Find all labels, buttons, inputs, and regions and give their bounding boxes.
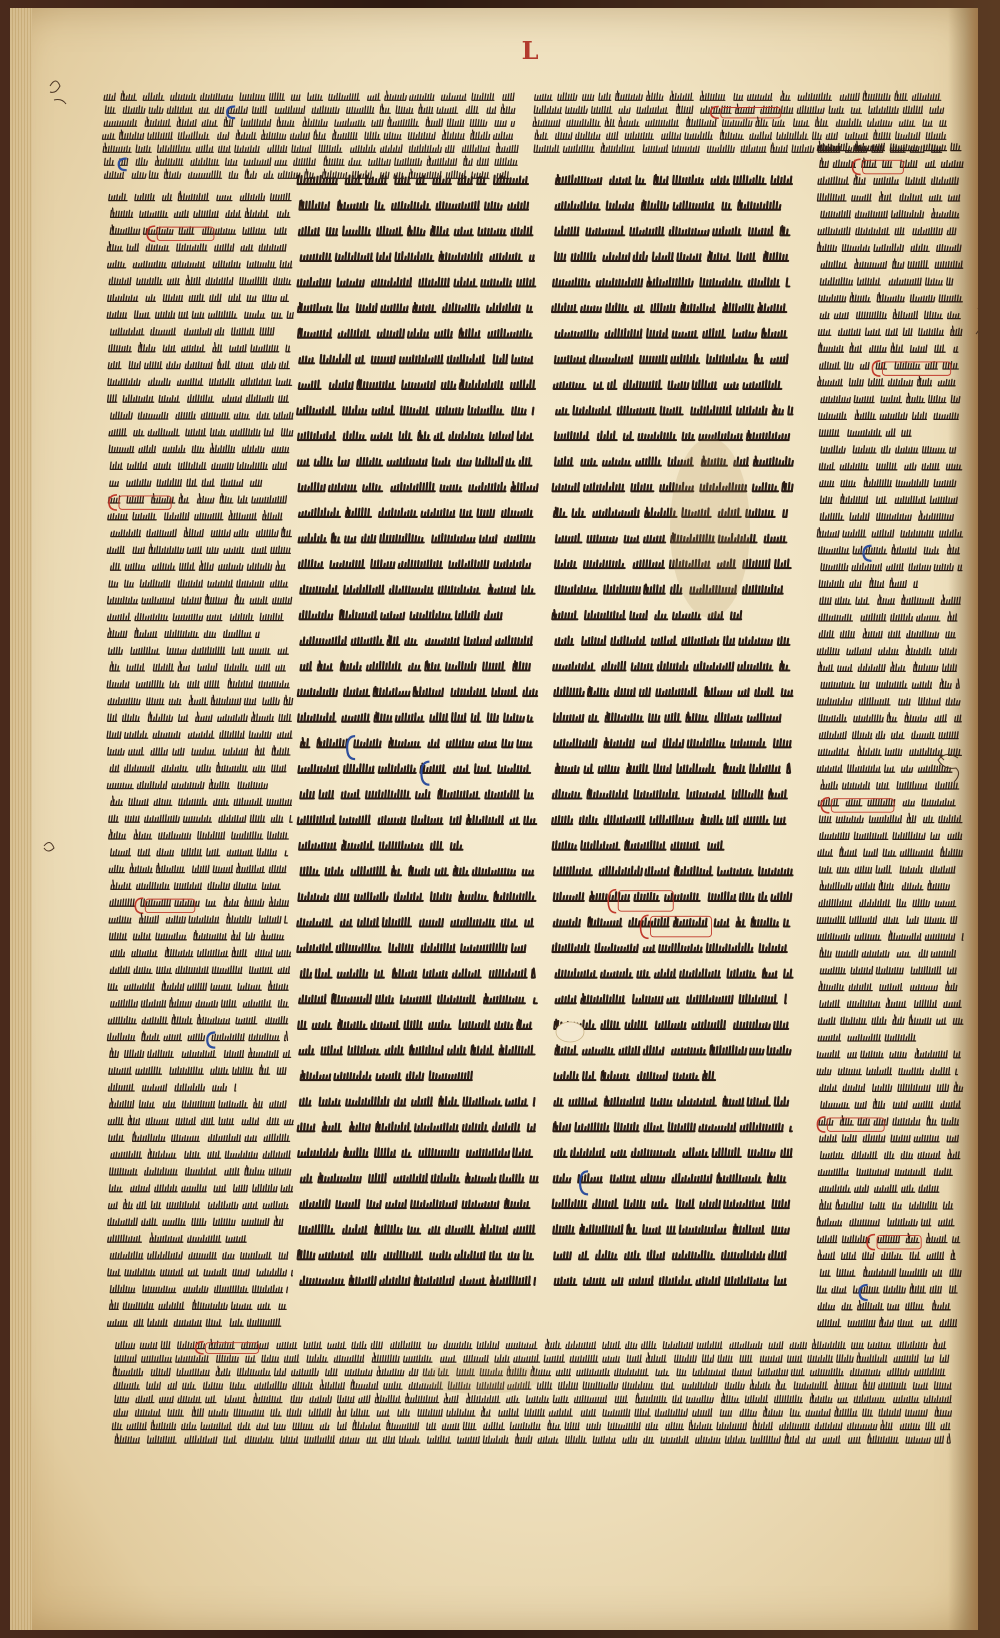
script-line: [554, 1251, 786, 1260]
script-line: [818, 931, 964, 940]
script-line: [817, 141, 961, 150]
script-line: [553, 277, 789, 286]
script-line: [821, 494, 958, 503]
script-line: [300, 610, 502, 619]
script-line: [109, 1184, 292, 1191]
script-line: [555, 1045, 790, 1054]
script-line: [552, 815, 785, 824]
script-line: [820, 511, 953, 520]
script-line: [111, 561, 286, 570]
script-line: [108, 695, 293, 704]
script-line: [108, 1115, 293, 1124]
script-line: [820, 1134, 959, 1141]
script-line: [818, 746, 961, 755]
script-line: [552, 610, 741, 619]
script-line: [819, 899, 956, 906]
script-line: [817, 645, 956, 654]
script-line: [298, 278, 536, 287]
script-line: [819, 293, 963, 302]
script-line: [110, 1048, 291, 1057]
script-line: [818, 1250, 955, 1259]
script-line: [298, 431, 533, 440]
script-line: [555, 226, 789, 235]
script-line: [556, 405, 793, 414]
script-line: [817, 1284, 957, 1293]
script-line: [552, 303, 786, 312]
script-line: [110, 966, 289, 973]
script-line: [108, 395, 289, 402]
script-line: [821, 679, 959, 688]
gloss-bottom-text: [110, 1338, 955, 1448]
main-text-a: [295, 166, 540, 1316]
script-line: [110, 1166, 291, 1175]
script-line: [107, 679, 289, 688]
script-line: [298, 892, 535, 901]
script-line: [820, 158, 963, 167]
script-line: [820, 998, 961, 1007]
script-line: [820, 948, 956, 957]
script-line: [819, 731, 958, 738]
script-line: [555, 636, 789, 645]
script-line: [821, 1099, 961, 1108]
script-line: [110, 479, 262, 486]
script-line: [821, 446, 956, 453]
script-line: [301, 866, 534, 875]
script-line: [111, 328, 274, 335]
script-line: [817, 916, 957, 923]
script-line: [820, 1185, 939, 1192]
script-line: [818, 1015, 963, 1024]
script-line: [818, 326, 961, 335]
script-line: [107, 731, 292, 738]
script-line: [108, 613, 284, 620]
script-line: [818, 377, 956, 386]
script-line: [299, 226, 533, 235]
script-line: [819, 463, 961, 470]
script-line: [553, 1122, 792, 1131]
script-line: [818, 1034, 915, 1041]
script-line: [820, 309, 960, 318]
script-line: [820, 1267, 961, 1276]
script-line: [114, 1380, 951, 1389]
script-line: [819, 612, 957, 621]
script-line: [108, 595, 292, 604]
script-line: [109, 815, 292, 822]
script-line: [818, 1168, 952, 1175]
script-line: [554, 892, 792, 901]
script-line: [116, 1339, 946, 1348]
script-line: [108, 378, 292, 385]
script-line: [819, 429, 911, 436]
script-line: [817, 1317, 956, 1326]
script-line: [554, 687, 792, 696]
script-line: [299, 380, 535, 389]
script-line: [554, 508, 787, 517]
script-line: [108, 1233, 246, 1242]
script-line: [107, 544, 290, 553]
script-line: [555, 354, 788, 363]
script-line: [298, 175, 528, 184]
script-line: [111, 848, 288, 855]
script-line: [554, 1173, 786, 1182]
script-line: [556, 585, 783, 594]
script-line: [111, 998, 289, 1007]
script-line: [819, 813, 962, 822]
script-line: [556, 764, 791, 773]
script-line: [818, 1301, 950, 1310]
script-line: [821, 780, 959, 789]
script-line: [818, 662, 956, 671]
script-line: [109, 443, 289, 452]
script-line: [819, 713, 962, 722]
script-line: [300, 201, 529, 210]
script-line: [108, 1319, 281, 1326]
script-line: [818, 1233, 960, 1242]
script-line: [554, 380, 782, 389]
script-line: [300, 636, 532, 645]
script-line: [104, 117, 514, 126]
script-line: [109, 1199, 289, 1208]
script-line: [820, 1082, 963, 1091]
script-line: [817, 765, 952, 772]
script-line: [115, 1353, 949, 1362]
script-line: [301, 969, 535, 978]
script-line: [298, 764, 530, 773]
script-line: [555, 559, 791, 568]
script-line: [109, 343, 290, 352]
script-line: [298, 815, 537, 824]
script-line: [554, 738, 791, 747]
script-line: [300, 1199, 529, 1208]
script-line: [820, 881, 949, 890]
script-line: [553, 1199, 790, 1208]
script-line: [554, 917, 790, 926]
script-line: [553, 841, 724, 850]
margin-note-top-left: [50, 81, 66, 104]
script-line: [556, 533, 787, 542]
script-line: [298, 1122, 535, 1131]
script-line: [107, 311, 293, 318]
script-line: [300, 1276, 535, 1285]
script-line: [105, 104, 515, 113]
script-line: [817, 1067, 957, 1074]
script-line: [817, 242, 961, 251]
script-line: [555, 252, 788, 261]
script-line: [819, 981, 957, 990]
script-line: [110, 931, 284, 940]
script-line: [102, 130, 512, 139]
script-line: [109, 1065, 286, 1074]
script-line: [115, 1393, 951, 1402]
script-line: [556, 175, 792, 184]
script-line: [110, 662, 285, 671]
script-line: [111, 412, 293, 419]
script-line: [108, 628, 259, 637]
script-line: [299, 841, 462, 850]
script-line: [108, 1268, 293, 1275]
script-line: [818, 799, 955, 806]
script-line: [298, 687, 537, 696]
script-line: [554, 866, 793, 875]
script-line: [533, 117, 946, 126]
script-line: [553, 943, 787, 952]
script-line: [297, 944, 525, 953]
manuscript-page: [10, 8, 978, 1630]
script-line: [301, 1071, 472, 1080]
script-line: [110, 1285, 287, 1292]
script-line: [555, 457, 793, 466]
script-line: [300, 585, 534, 594]
script-line: [109, 275, 291, 284]
main-text-column-b: [550, 166, 795, 1316]
script-line: [301, 1173, 538, 1182]
script-line: [817, 1217, 954, 1226]
script-line: [299, 533, 535, 542]
script-line: [298, 457, 532, 466]
script-line: [299, 1045, 534, 1054]
script-line: [818, 227, 956, 234]
script-line: [110, 1252, 287, 1259]
script-line: [108, 359, 289, 368]
script-line: [109, 191, 291, 200]
script-line: [297, 918, 533, 927]
script-line: [299, 1225, 534, 1234]
script-line: [298, 1148, 532, 1157]
script-line: [109, 863, 286, 872]
script-line: [821, 563, 962, 570]
script-line: [109, 914, 287, 923]
script-line: [110, 462, 286, 469]
script-line: [108, 712, 292, 721]
script-line: [554, 1020, 788, 1029]
script-line: [111, 947, 291, 956]
script-line: [112, 1420, 950, 1429]
script-line: [818, 192, 960, 201]
script-line: [299, 508, 533, 517]
main-text-b: [550, 166, 795, 1316]
script-line: [111, 208, 290, 217]
script-line: [555, 969, 792, 978]
script-line: [555, 201, 780, 210]
script-line: [554, 1148, 791, 1157]
script-line: [819, 545, 960, 554]
script-line: [821, 393, 960, 402]
script-line: [299, 482, 538, 491]
script-line: [109, 429, 293, 436]
gloss-right-column: [815, 138, 965, 1336]
script-line: [107, 242, 286, 251]
script-line: [819, 866, 954, 873]
script-line: [111, 880, 280, 889]
script-line: [107, 779, 267, 788]
folio-mark: L: [521, 36, 539, 65]
gloss-left-column: [105, 188, 295, 1336]
script-line: [300, 789, 533, 798]
script-line: [110, 1300, 287, 1309]
script-line: [821, 209, 959, 218]
script-line: [555, 431, 789, 440]
script-line: [555, 1276, 786, 1285]
script-line: [554, 1071, 715, 1080]
margin-note-left-mid: [44, 842, 54, 851]
script-line: [108, 1216, 283, 1225]
main-text-column-a: [295, 166, 540, 1316]
script-line: [819, 629, 955, 638]
script-line: [297, 406, 533, 415]
script-line: [820, 832, 962, 839]
script-line: [301, 661, 530, 670]
script-line: [535, 91, 941, 100]
script-line: [108, 261, 292, 268]
script-line: [299, 355, 532, 364]
script-line: [820, 362, 959, 369]
script-line: [819, 410, 959, 419]
gloss-right-text: [815, 138, 965, 1336]
script-line: [818, 175, 958, 184]
script-line: [104, 156, 517, 165]
script-line: [108, 511, 282, 520]
script-line: [108, 746, 290, 755]
script-line: [553, 789, 787, 798]
script-line: [817, 528, 962, 537]
script-line: [110, 763, 286, 772]
script-line: [820, 967, 956, 974]
script-line: [300, 1097, 535, 1106]
script-line: [554, 713, 781, 722]
script-line: [109, 580, 288, 587]
script-line: [109, 647, 289, 654]
script-line: [820, 477, 956, 486]
script-line: [553, 482, 793, 491]
script-line: [114, 1407, 952, 1416]
script-line: [108, 981, 288, 990]
script-line: [819, 343, 958, 352]
script-line: [298, 303, 532, 312]
script-line: [821, 259, 963, 268]
gloss-left-text: [105, 188, 295, 1336]
script-line: [108, 1031, 288, 1040]
script-line: [298, 329, 532, 338]
script-line: [108, 294, 289, 301]
script-line: [111, 796, 292, 805]
script-line: [110, 1099, 287, 1108]
script-line: [554, 1097, 788, 1106]
script-line: [299, 994, 537, 1003]
script-line: [819, 1116, 959, 1125]
script-line: [104, 91, 514, 100]
script-line: [108, 1015, 287, 1024]
script-line: [298, 1020, 531, 1029]
script-line: [534, 104, 943, 113]
script-line: [553, 661, 789, 670]
script-line: [108, 1084, 235, 1091]
script-line: [555, 329, 786, 338]
script-line: [108, 494, 286, 503]
script-line: [818, 847, 963, 856]
script-line: [301, 252, 535, 261]
script-line: [109, 1132, 290, 1141]
script-line: [111, 1149, 290, 1158]
script-line: [111, 527, 291, 536]
script-line: [817, 698, 960, 705]
script-line: [553, 1225, 789, 1234]
script-line: [115, 1434, 950, 1443]
script-line: [819, 578, 917, 587]
script-line: [820, 595, 960, 604]
script-line: [556, 994, 786, 1003]
script-line: [113, 1366, 945, 1375]
script-line: [299, 560, 530, 568]
script-line: [821, 1149, 960, 1158]
script-line: [109, 830, 289, 839]
script-line: [820, 278, 952, 285]
script-line: [103, 143, 518, 152]
script-line: [817, 1049, 960, 1058]
gloss-bottom: [110, 1338, 955, 1448]
page-edge: [10, 8, 32, 1630]
script-line: [298, 1250, 533, 1259]
script-line: [110, 225, 286, 234]
script-line: [301, 738, 532, 747]
script-line: [820, 1200, 953, 1209]
script-line: [298, 713, 533, 722]
